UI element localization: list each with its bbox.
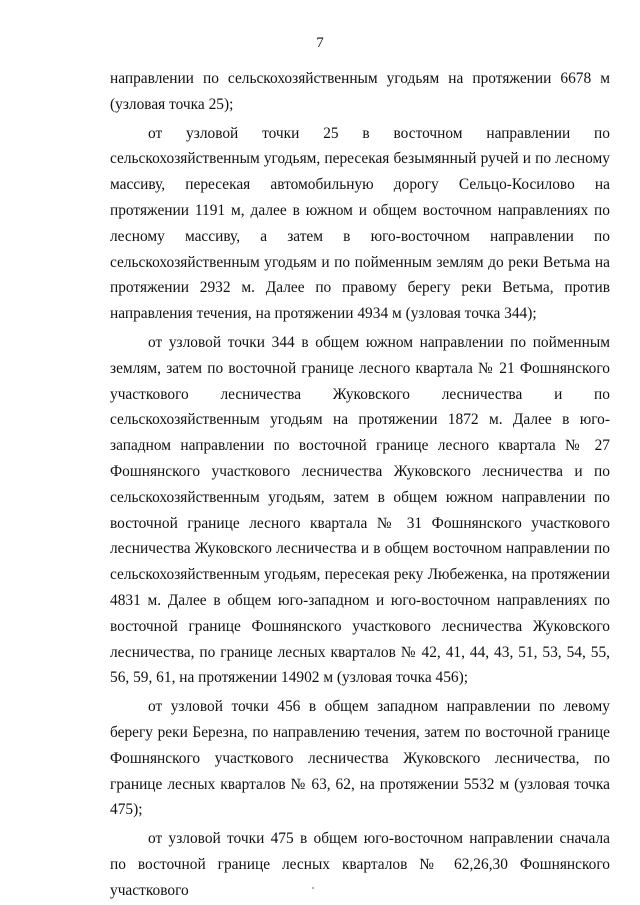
paragraph-2: от узловой точки 25 в восточном направлении по сельскохозяйственным угодьям, пересекая безымянный ручей и по лесному массиву, пересекая автомобильную дорогу Сельцо-Косилово на протяжении 1191 м, далее в южном и общем восточном направлениях по лесному массиву, а затем в юго-восточном направлении по сельскохозяйственным угодьям и по пойменным землям до реки Ветьма на протяжении 2932 м. Далее по правому берегу реки Ветьма, против направления течения, на протяжении 4934 м (узловая точка 344); [110,124,610,323]
paragraph-1: направлении по сельскохозяйственным угодьям на протяжении 6678 м (узловая точка 25); [110,70,610,113]
paragraph-5: от узловой точки 475 в общем юго-восточном направлении сначала по восточной границе лесных кварталов № 62,26,30 Фошнянского участкового [110,830,610,899]
paragraph-3: от узловой точки 344 в общем южном направлении по пойменным землям, затем по восточной границе лесного квартала № 21 Фошнянского участкового лесничества Жуковского лесничества и по сельскохозяйственным угодьям на протяжении 1872 м. Далее в юго-западном направлении по восточной границе лесного квартала № 27 Фошнянского участкового лесничества Жуковского лесничества и по сельскохозяйственным угодьям, затем в общем южном направлении по восточной границе лесного квартала № 31 Фошнянского участкового лесничества Жуковского лесничества и в общем восточном направлении по сельскохозяйственным угодьям, пересекая реку Любеженка, на протяжении 4831 м. Далее в общем юго-западном и юго-восточном направлениях по восточной границе Фошнянского участкового лесничества Жуковского лесничества, по границе лесных кварталов № 42, 41, 44, 43, 51, 53, 54, 55, 56, 59, 61, на протяжении 14902 м (узловая точка 456); [110,333,610,687]
page-number: 7 [316,35,324,51]
scan-speck [312,887,314,889]
document-body [110,66,610,904]
paragraph-4: от узловой точки 456 в общем западном направлении по левому берегу реки Березна, по направлению течения, затем по восточной границе Фошнянского участкового лесничества Жуковского лесничества, по границе лесных кварталов № 63, 62, на протяжении 5532 м (узловая точка 475); [110,698,610,819]
